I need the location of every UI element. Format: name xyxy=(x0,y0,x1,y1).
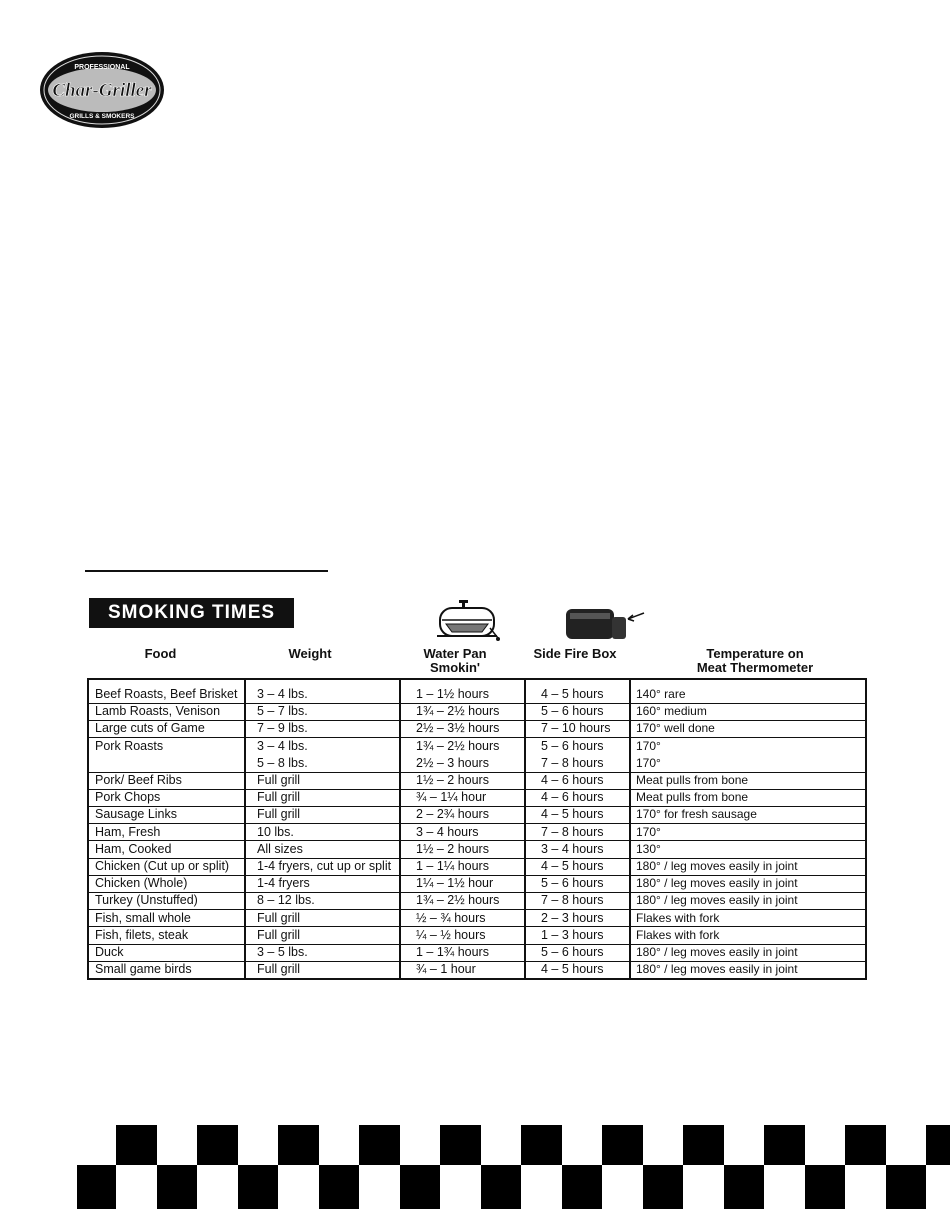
cell-temperature: 170° xyxy=(636,738,661,753)
cell-temperature: 140° rare xyxy=(636,687,686,701)
cell-weight: 5 – 7 lbs. xyxy=(257,704,308,719)
cell-weight: All sizes xyxy=(257,841,303,856)
cell-weight: Full grill xyxy=(257,773,301,787)
water-pan-smoker-image xyxy=(432,598,502,644)
column-header-water-pan xyxy=(395,647,515,675)
cell-water-pan: 1¾ – 2½ hours xyxy=(416,704,500,719)
cell-food: Beef Roasts, Beef Brisket xyxy=(95,687,238,701)
cell-water-pan: 1¾ – 2½ hours xyxy=(416,893,500,908)
cell-fire-box: 7 – 8 hours xyxy=(541,893,604,908)
logo-bottom-text: GRILLS & SMOKERS xyxy=(69,113,135,120)
cell-weight: Full grill xyxy=(257,790,301,805)
cell-water-pan: 3 – 4 hours xyxy=(416,824,479,839)
checkered-border xyxy=(0,1125,950,1229)
cell-food: Pork/ Beef Ribs xyxy=(95,773,182,787)
table-row xyxy=(89,738,865,755)
table-row xyxy=(89,910,865,927)
cell-temperature: 180° / leg moves easily in joint xyxy=(636,859,798,873)
table-row xyxy=(89,841,865,858)
cell-food: Fish, filets, steak xyxy=(95,927,189,942)
cell-temperature: 160° medium xyxy=(636,704,707,719)
table-row xyxy=(89,858,865,875)
cell-weight: Full grill xyxy=(257,962,301,977)
column-header-temperature xyxy=(660,647,850,675)
cell-weight: Full grill xyxy=(257,910,301,925)
cell-fire-box: 5 – 6 hours xyxy=(541,704,604,719)
cell-temperature: 170° xyxy=(636,824,661,839)
column-header-side-fire-box: Side Fire Box xyxy=(533,646,617,661)
cell-temperature: 180° / leg moves easily in joint xyxy=(636,945,798,959)
cell-weight: 10 lbs. xyxy=(257,824,294,839)
table-row xyxy=(89,772,865,789)
table-row xyxy=(89,824,865,841)
cell-weight: 1-4 fryers xyxy=(257,876,310,891)
cell-weight: 7 – 9 lbs. xyxy=(257,721,308,736)
cell-food: Small game birds xyxy=(95,962,192,977)
cell-water-pan: ½ – ¾ hours xyxy=(416,910,486,925)
cell-fire-box: 4 – 5 hours xyxy=(541,807,604,822)
cell-weight: 3 – 4 lbs. xyxy=(257,687,308,701)
table-row xyxy=(89,755,865,772)
logo-top-text: PROFESSIONAL xyxy=(74,64,130,71)
cell-water-pan: 2½ – 3 hours xyxy=(416,755,489,770)
cell-weight: 8 – 12 lbs. xyxy=(257,893,315,908)
cell-food: Lamb Roasts, Venison xyxy=(95,704,221,719)
char-griller-logo xyxy=(38,50,166,130)
cell-food: Ham, Cooked xyxy=(95,841,172,856)
cell-water-pan: 1¼ – 1½ hour xyxy=(416,876,494,891)
section-divider xyxy=(85,570,328,572)
cell-water-pan: 1¾ – 2½ hours xyxy=(416,738,500,753)
cell-fire-box: 2 – 3 hours xyxy=(541,910,604,925)
cell-temperature: Flakes with fork xyxy=(636,910,720,925)
cell-fire-box: 7 – 10 hours xyxy=(541,721,611,736)
cell-fire-box: 5 – 6 hours xyxy=(541,876,604,891)
cell-temperature: 130° xyxy=(636,841,661,856)
table-row xyxy=(89,927,865,944)
cell-water-pan: 1 – 1¾ hours xyxy=(416,945,489,959)
cell-food: Chicken (Cut up or split) xyxy=(95,859,230,873)
cell-water-pan: 1 – 1¼ hours xyxy=(416,859,489,873)
table-row xyxy=(89,892,865,909)
cell-water-pan: 1 – 1½ hours xyxy=(416,687,489,701)
cell-temperature: 170° for fresh sausage xyxy=(636,807,757,822)
column-header-temperature-line1: Temperature on xyxy=(706,646,804,661)
table-row xyxy=(89,875,865,892)
cell-food: Fish, small whole xyxy=(95,910,191,925)
cell-water-pan: ¾ – 1¼ hour xyxy=(416,790,487,805)
table-row xyxy=(89,703,865,720)
cell-fire-box: 7 – 8 hours xyxy=(541,755,604,770)
cell-weight: 3 – 5 lbs. xyxy=(257,945,308,959)
cell-fire-box: 4 – 6 hours xyxy=(541,773,604,787)
cell-food: Pork Roasts xyxy=(95,738,164,753)
column-header-food: Food xyxy=(144,646,177,661)
cell-fire-box: 5 – 6 hours xyxy=(541,945,604,959)
table-row xyxy=(89,944,865,961)
cell-temperature: 180° / leg moves easily in joint xyxy=(636,893,798,908)
cell-food: Duck xyxy=(95,945,124,959)
cell-temperature: 170° well done xyxy=(636,721,715,736)
cell-temperature: Meat pulls from bone xyxy=(636,773,749,787)
cell-fire-box: 1 – 3 hours xyxy=(541,927,604,942)
cell-temperature: 170° xyxy=(636,755,661,770)
cell-fire-box: 4 – 5 hours xyxy=(541,962,604,977)
cell-water-pan: 1½ – 2 hours xyxy=(416,841,489,856)
column-header-water-pan-line1: Water Pan xyxy=(423,646,487,661)
cell-weight: 1-4 fryers, cut up or split xyxy=(257,859,392,873)
cell-fire-box: 5 – 6 hours xyxy=(541,738,604,753)
cell-weight: 3 – 4 lbs. xyxy=(257,738,308,753)
column-header-water-pan-line2: Smokin' xyxy=(429,660,481,675)
cell-fire-box: 3 – 4 hours xyxy=(541,841,604,856)
cell-temperature: 180° / leg moves easily in joint xyxy=(636,876,798,891)
cell-water-pan: 2½ – 3½ hours xyxy=(416,721,500,736)
cell-food: Turkey (Unstuffed) xyxy=(95,893,198,908)
cell-food: Pork Chops xyxy=(95,790,161,805)
cell-food: Ham, Fresh xyxy=(95,824,161,839)
cell-water-pan: ¾ – 1 hour xyxy=(416,962,476,977)
cell-temperature: Flakes with fork xyxy=(636,927,720,942)
cell-fire-box: 4 – 6 hours xyxy=(541,790,604,805)
cell-temperature: 180° / leg moves easily in joint xyxy=(636,962,798,977)
cell-fire-box: 7 – 8 hours xyxy=(541,824,604,839)
cell-water-pan: 2 – 2¾ hours xyxy=(416,807,489,822)
table-row xyxy=(89,720,865,737)
cell-water-pan: ¼ – ½ hours xyxy=(416,927,486,942)
cell-weight: Full grill xyxy=(257,927,301,942)
cell-food: Chicken (Whole) xyxy=(95,876,188,891)
cell-food: Sausage Links xyxy=(95,807,178,822)
cell-weight: Full grill xyxy=(257,807,301,822)
table-row xyxy=(89,806,865,823)
column-header-weight: Weight xyxy=(288,646,332,661)
cell-fire-box: 4 – 5 hours xyxy=(541,687,604,701)
smoking-times-table xyxy=(87,678,867,980)
table-row xyxy=(89,686,865,703)
cell-fire-box: 4 – 5 hours xyxy=(541,859,604,873)
smoking-times-heading: SMOKING TIMES xyxy=(89,598,294,628)
table-row xyxy=(89,961,865,978)
column-header-temperature-line2: Meat Thermometer xyxy=(696,660,814,675)
cell-temperature: Meat pulls from bone xyxy=(636,790,749,805)
cell-food: Large cuts of Game xyxy=(95,721,205,736)
cell-weight: 5 – 8 lbs. xyxy=(257,755,308,770)
side-fire-box-image xyxy=(560,603,645,643)
table-row xyxy=(89,789,865,806)
cell-water-pan: 1½ – 2 hours xyxy=(416,773,489,787)
logo-brand-text: Char-Griller xyxy=(52,80,152,101)
